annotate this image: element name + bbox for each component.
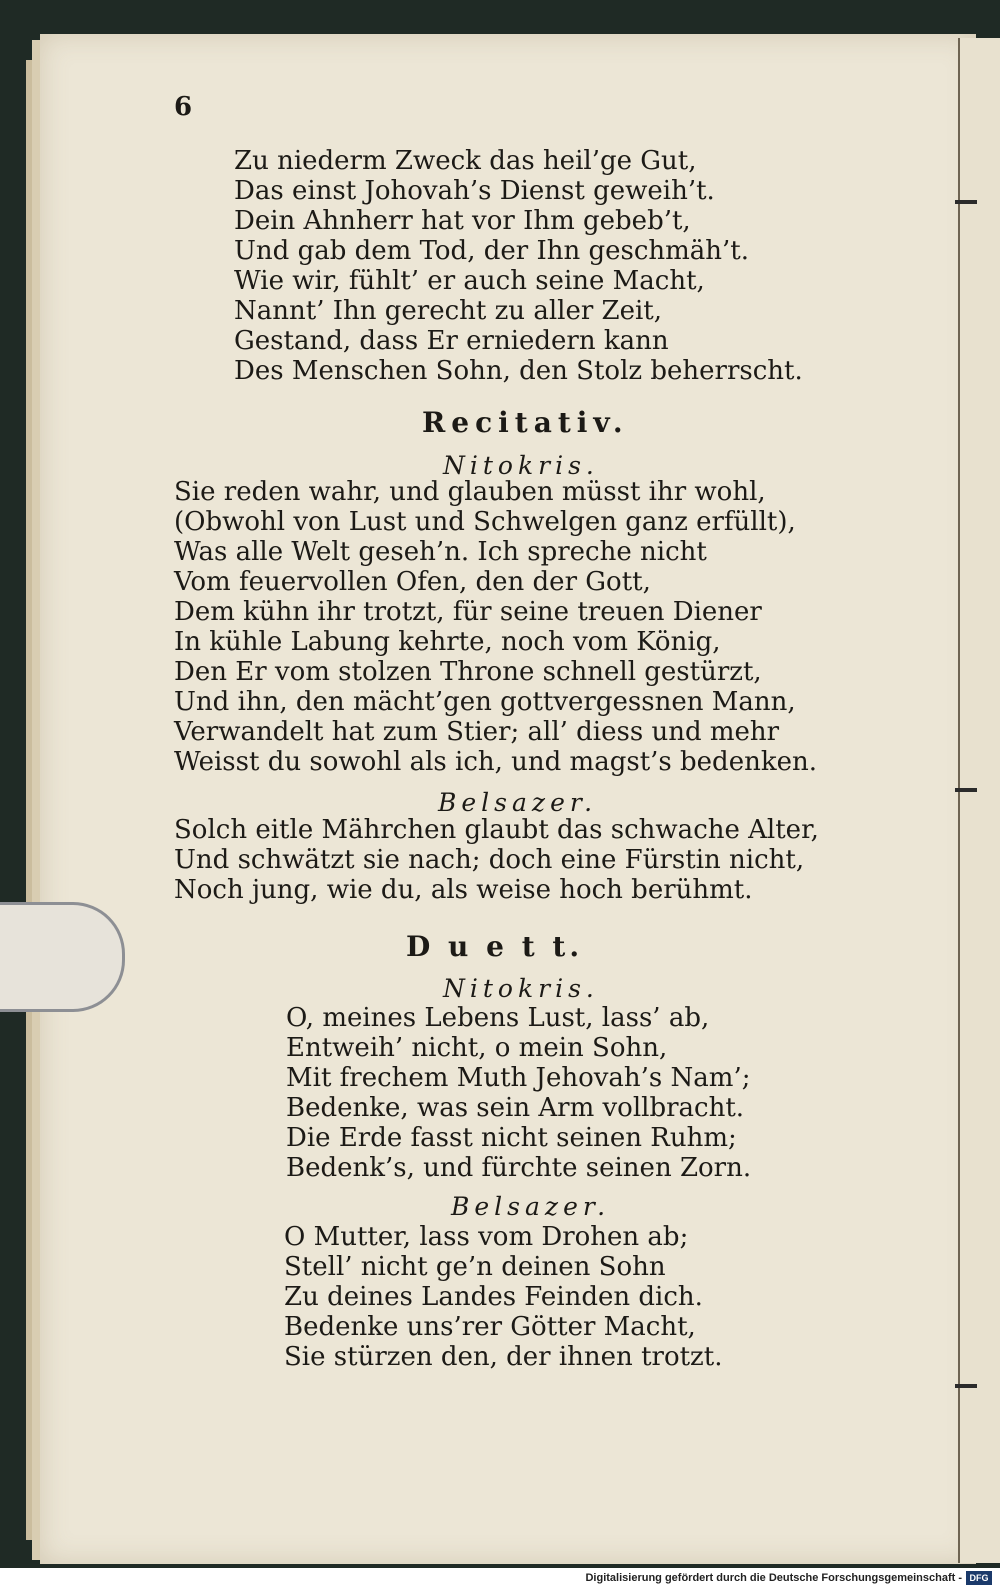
verse-line: Zu niederm Zweck das heil’ge Gut,	[234, 146, 697, 176]
footer-credit: Digitalisierung gefördert durch die Deutsche Forschungsgemeinschaft -	[585, 1572, 962, 1584]
verse-line: Vom feuervollen Ofen, den der Gott,	[174, 567, 651, 597]
stanza-1	[234, 146, 803, 386]
speaker-belsazer: Belsazer.	[438, 788, 598, 817]
verse-line: Stell’ nicht ge’n deinen Sohn	[284, 1252, 666, 1282]
verse-line: Des Menschen Sohn, den Stolz beherrscht.	[234, 356, 803, 386]
duett-nitokris	[286, 1003, 751, 1183]
verse-line: Weisst du sowohl als ich, und magst’s bedenken.	[174, 747, 817, 777]
dfg-logo: DFG	[966, 1571, 992, 1585]
verse-line: Nannt’ Ihn gerecht zu aller Zeit,	[234, 296, 663, 326]
verse-line: Zu deines Landes Feinden dich.	[284, 1282, 703, 1312]
heading-duett: D u e t t.	[406, 930, 584, 963]
verse-line: (Obwohl von Lust und Schwelgen ganz erfüllt),	[174, 507, 796, 537]
facing-page-edge	[958, 38, 1000, 1563]
recitativ-nitokris	[174, 477, 817, 777]
page-number: 6	[174, 92, 193, 122]
duett-belsazer	[284, 1222, 722, 1372]
speaker-nitokris: Nitokris.	[443, 451, 599, 480]
speaker-belsazer-duett: Belsazer.	[451, 1192, 611, 1221]
verse-line: Noch jung, wie du, als weise hoch berühmt.	[174, 875, 753, 905]
verse-line: Und schwätzt sie nach; doch eine Fürstin nicht,	[174, 845, 805, 875]
verse-line: Dein Ahnherr hat vor Ihm gebeb’t,	[234, 206, 691, 236]
heading-recitativ: Recitativ.	[422, 406, 629, 439]
verse-line: Das einst Johovah’s Dienst geweih’t.	[234, 176, 715, 206]
recitativ-belsazer	[174, 815, 819, 905]
verse-line: In kühle Labung kehrte, noch vom König,	[174, 627, 721, 657]
verse-line: Verwandelt hat zum Stier; all’ diess und mehr	[174, 717, 780, 747]
verse-line: Und gab dem Tod, der Ihn geschmäh’t.	[234, 236, 750, 266]
verse-line: O, meines Lebens Lust, lass’ ab,	[286, 1003, 710, 1033]
verse-line: Den Er vom stolzen Throne schnell gestürzt,	[174, 657, 762, 687]
verse-line: O Mutter, lass vom Drohen ab;	[284, 1222, 689, 1252]
speaker-nitokris-duett: Nitokris.	[443, 974, 599, 1003]
verse-line: Und ihn, den mächt’gen gottvergessnen Mann,	[174, 687, 796, 717]
page-clip	[0, 902, 125, 1012]
verse-line: Bedenk’s, und fürchte seinen Zorn.	[286, 1153, 752, 1183]
verse-line: Entweih’ nicht, o mein Sohn,	[286, 1033, 668, 1063]
verse-line: Sie reden wahr, und glauben müsst ihr wohl,	[174, 477, 766, 507]
verse-line: Die Erde fasst nicht seinen Ruhm;	[286, 1123, 737, 1153]
verse-line: Gestand, dass Er erniedern kann	[234, 326, 669, 356]
verse-line: Dem kühn ihr trotzt, für seine treuen Diener	[174, 597, 762, 627]
verse-line: Was alle Welt geseh’n. Ich spreche nicht	[174, 537, 707, 567]
verse-line: Mit frechem Muth Jehovah’s Nam’;	[286, 1063, 751, 1093]
verse-line: Bedenke uns’rer Götter Macht,	[284, 1312, 696, 1342]
verse-line: Solch eitle Mährchen glaubt das schwache Alter,	[174, 815, 819, 845]
binding-mark	[955, 200, 977, 204]
verse-line: Bedenke, was sein Arm vollbracht.	[286, 1093, 745, 1123]
binding-mark	[955, 788, 977, 792]
binding-mark	[955, 1384, 977, 1388]
verse-line: Wie wir, fühlt’ er auch seine Macht,	[234, 266, 705, 296]
verse-line: Sie stürzen den, der ihnen trotzt.	[284, 1342, 723, 1372]
